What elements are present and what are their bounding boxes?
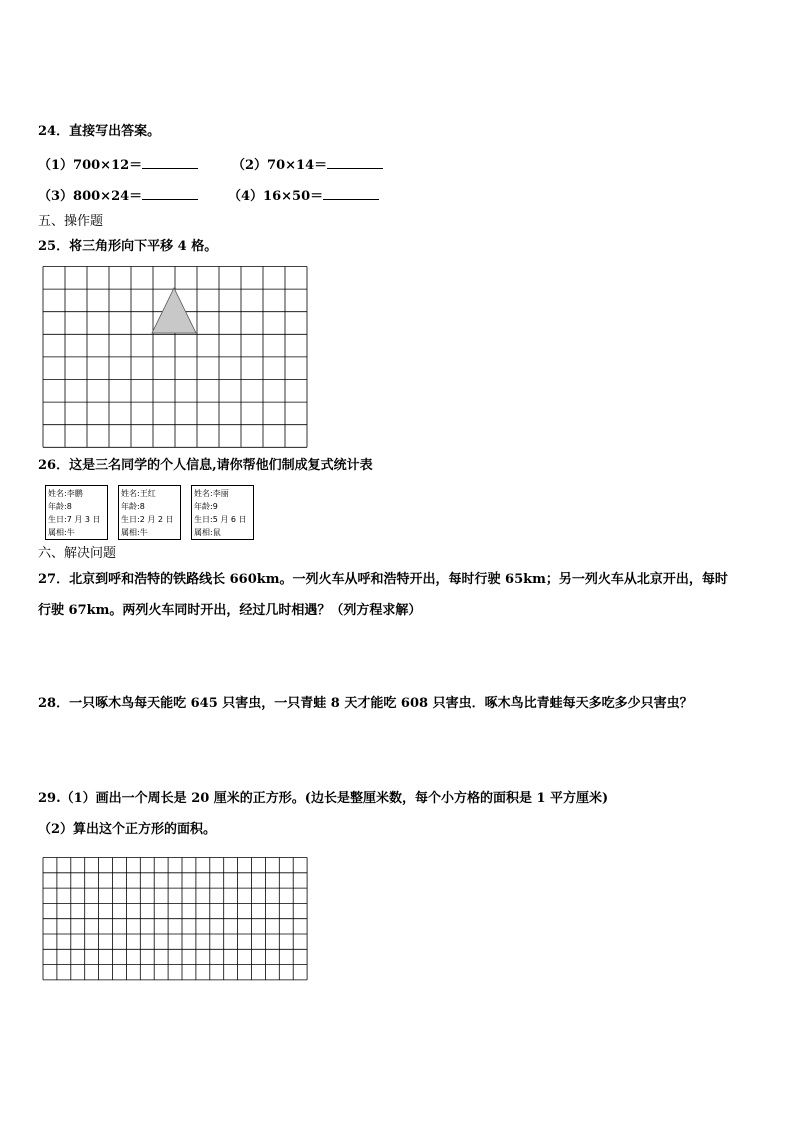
q24-item-4-text: （4）16×50＝ (228, 189, 324, 204)
info-card-3 (191, 485, 254, 540)
q27-line-2: 行驶 67km。两列火车同时开出，经过几时相遇？（列方程求解） (38, 603, 422, 618)
q25-grid (42, 266, 308, 448)
answer-blank (142, 156, 198, 169)
triangle-shape (152, 288, 196, 333)
card-1-name: 姓名:李鹏 (48, 489, 83, 498)
q25-title: 25．将三角形向下平移 4 格。 (38, 239, 218, 254)
q24-item-2-text: （2）70×14＝ (232, 158, 328, 173)
info-card-1 (45, 485, 108, 540)
q24-item-1-text: （1）700×12＝ (38, 158, 143, 173)
q29-line-1: 29.（1）画出一个周长是 20 厘米的正方形。(边长是整厘米数，每个小方格的面积是 1 平方厘米) (38, 791, 609, 806)
q24-item-4 (228, 187, 379, 206)
q24-item-3-text: （3）800×24＝ (38, 189, 143, 204)
card-3-age: 年龄:9 (194, 502, 218, 511)
q29-grid (42, 857, 308, 981)
card-1-birthday: 生日:7 月 3 日 (48, 515, 101, 524)
q29-line-2: （2）算出这个正方形的面积。 (38, 822, 217, 837)
card-2-name: 姓名:王红 (121, 489, 156, 498)
card-3-zodiac: 属相:鼠 (194, 528, 221, 537)
card-3-birthday: 生日:5 月 6 日 (194, 515, 247, 524)
q27-line-1: 27．北京到呼和浩特的铁路线长 660km。一列火车从呼和浩特开出，每时行驶 65km；另一列火车从北京开出，每时 (38, 572, 728, 587)
section-5-heading: 五、操作题 (38, 214, 104, 229)
card-1-zodiac: 属相:牛 (48, 528, 75, 537)
card-2-birthday: 生日:2 月 2 日 (121, 515, 174, 524)
info-card-2 (118, 485, 181, 540)
card-2-zodiac: 属相:牛 (121, 528, 148, 537)
answer-blank (142, 187, 198, 200)
card-3-name: 姓名:李丽 (194, 489, 229, 498)
card-1-age: 年龄:8 (48, 502, 72, 511)
q24-item-1 (38, 156, 198, 175)
answer-blank (327, 156, 383, 169)
q28-text: 28．一只啄木鸟每天能吃 645 只害虫，一只青蛙 8 天才能吃 608 只害虫．啄木鸟比青蛙每天多吃多少只害虫？ (38, 696, 693, 711)
grid-lines (43, 858, 307, 980)
q24-title: 24．直接写出答案。 (38, 124, 161, 139)
answer-blank (323, 187, 379, 200)
card-2-age: 年龄:8 (121, 502, 145, 511)
q24-item-2 (232, 156, 383, 175)
q24-item-3 (38, 187, 198, 206)
q26-title: 26．这是三名同学的个人信息,请你帮他们制成复式统计表 (38, 458, 373, 473)
section-6-heading: 六、解决问题 (38, 546, 117, 561)
